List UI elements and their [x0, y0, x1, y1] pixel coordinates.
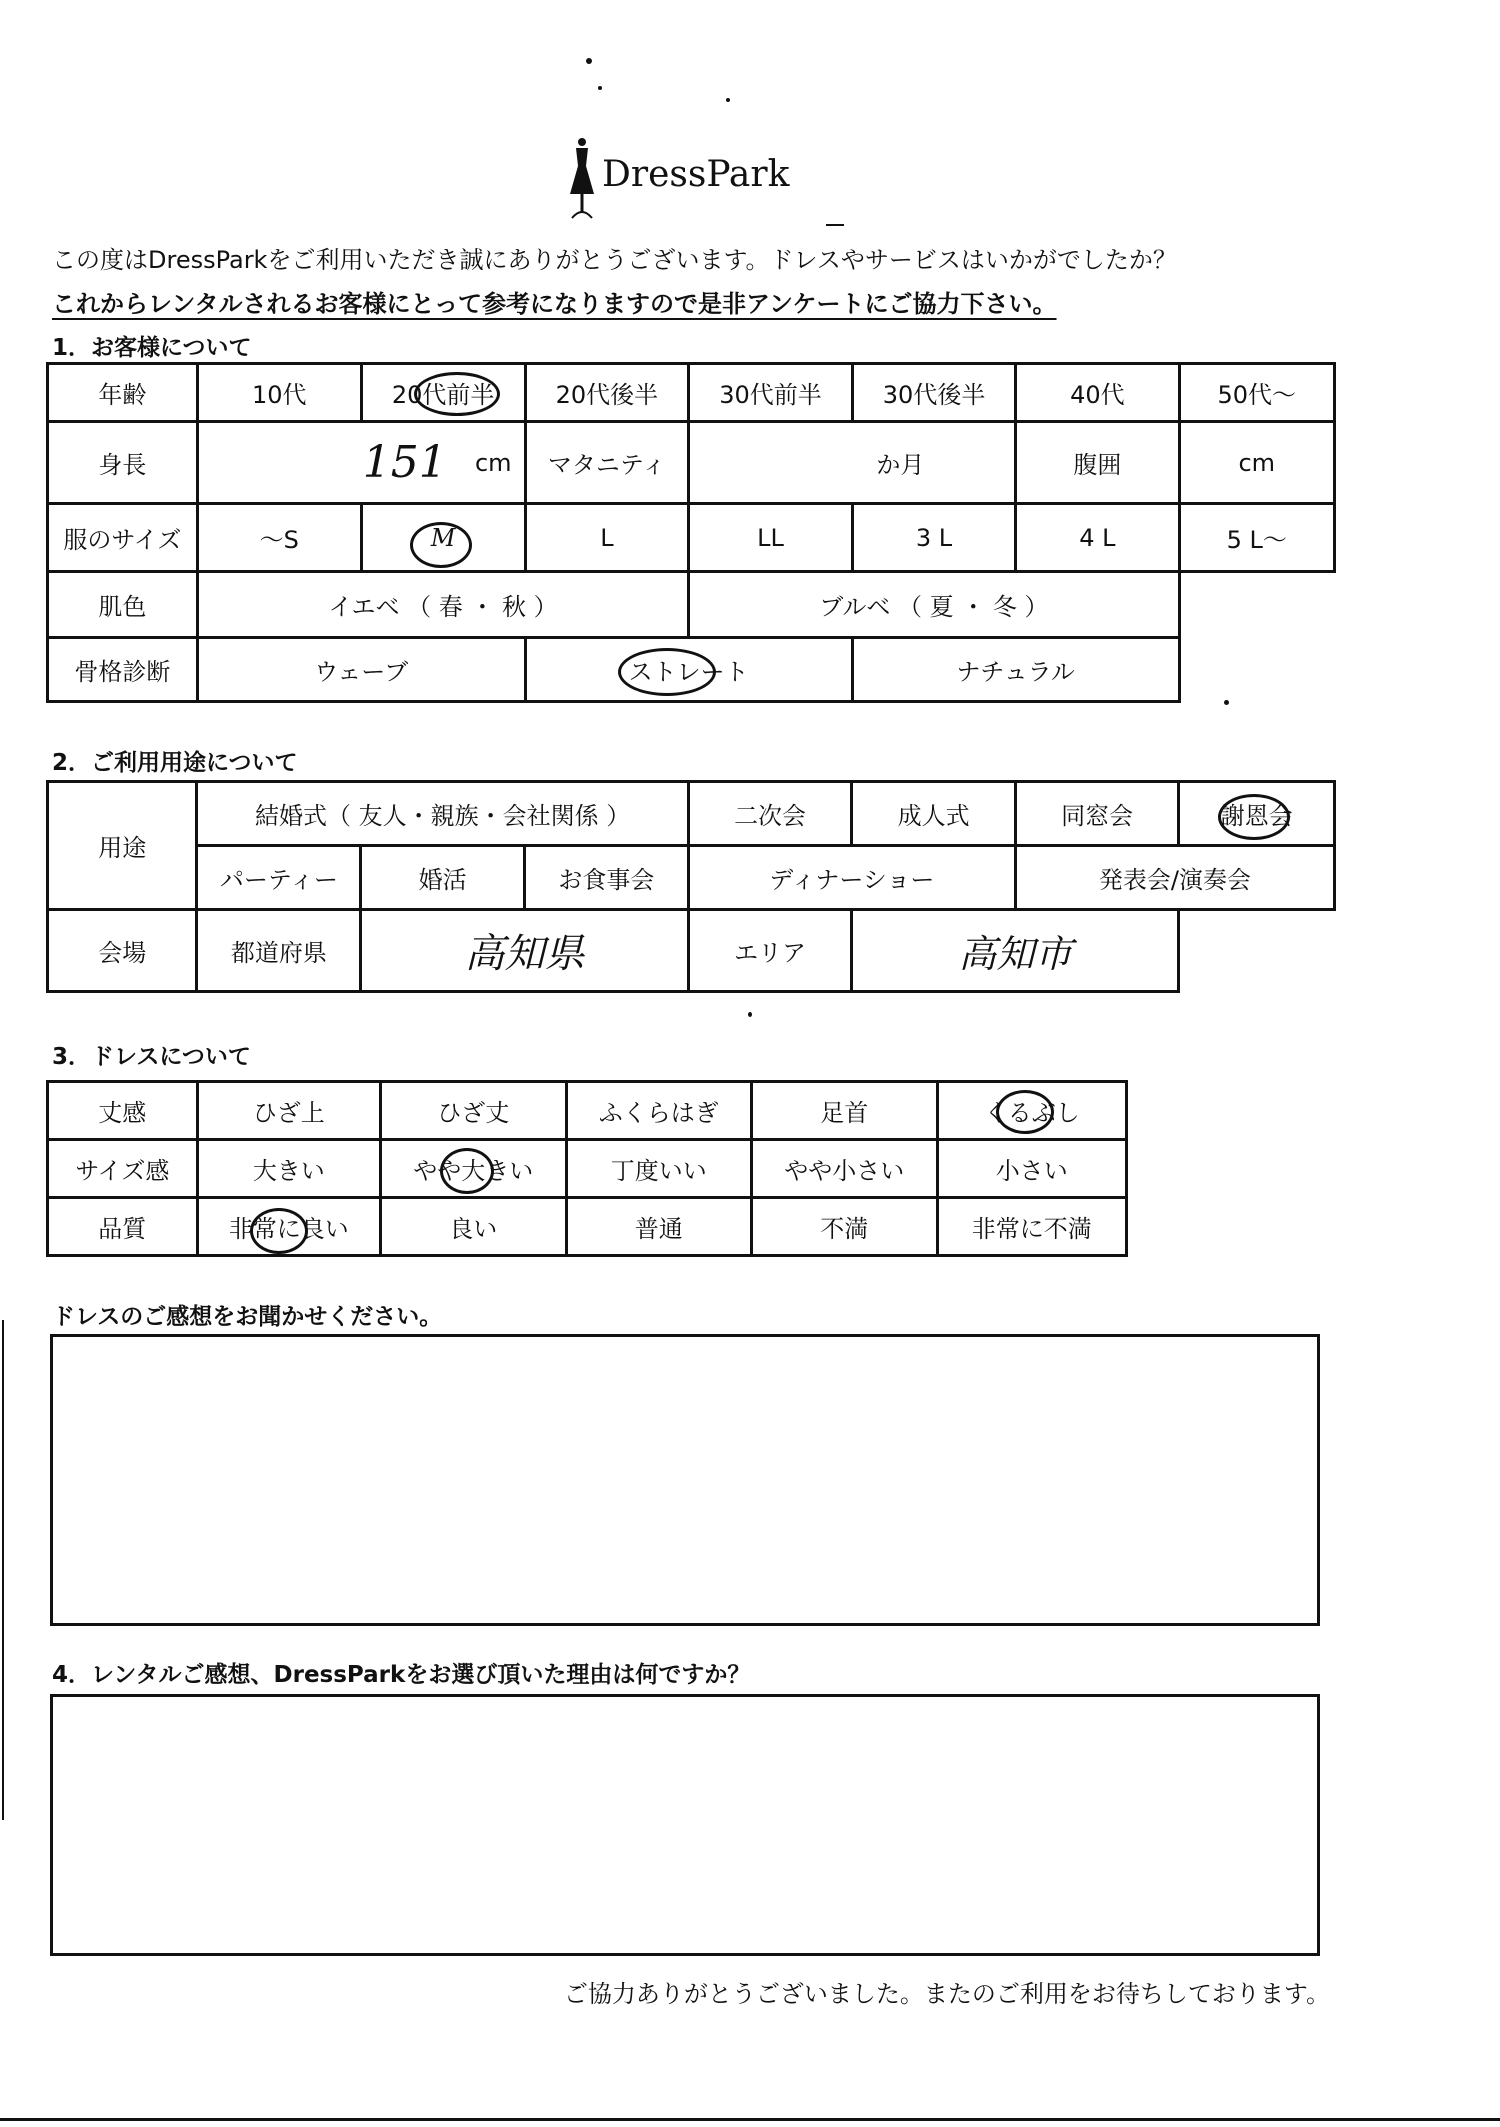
dress-comment-box[interactable] — [50, 1334, 1320, 1626]
height-unit: cm — [474, 448, 512, 477]
length-option-knee[interactable]: ひざ丈 — [381, 1082, 566, 1140]
intro-line-1: この度はDressParkをご利用いただき誠にありがとうございます。ドレスやサービスはいかがでしたか？ — [52, 246, 1177, 274]
usage-selection-mark — [1218, 794, 1290, 840]
venue-empty-cell — [1179, 910, 1335, 992]
scan-speck — [1224, 700, 1229, 705]
area-value: 高知市 — [958, 932, 1073, 976]
usage-option-recital[interactable]: 発表会/演奏会 — [1015, 846, 1334, 910]
quality-option-average[interactable]: 普通 — [566, 1198, 751, 1256]
size-option-4l[interactable]: 4 L — [1016, 504, 1179, 572]
frame-option-natural[interactable]: ナチュラル — [852, 638, 1179, 702]
usage-table — [46, 780, 1336, 993]
size-option-3l[interactable]: 3 L — [852, 504, 1016, 572]
maternity-field[interactable] — [689, 422, 1016, 504]
scan-mark — [826, 224, 844, 226]
usage-option-thank-you-party[interactable]: 謝恩会 — [1179, 782, 1335, 846]
size-option-l[interactable]: L — [525, 504, 689, 572]
scan-speck — [726, 98, 730, 102]
scan-speck — [586, 58, 592, 64]
frame-option-straight[interactable]: ストレート — [525, 638, 852, 702]
age-option-late-30s[interactable]: 30代後半 — [852, 364, 1016, 422]
fit-selection-mark — [440, 1148, 494, 1194]
usage-option-reunion[interactable]: 同窓会 — [1015, 782, 1179, 846]
rental-comment-box[interactable] — [50, 1694, 1320, 1956]
usage-label: 用途 — [48, 782, 197, 910]
intro-line-2: これからレンタルされるお客様にとって参考になりますので是非アンケートにご協力下さい。 — [52, 290, 1057, 318]
waist-unit: cm — [1238, 448, 1276, 477]
area-label: エリア — [688, 910, 852, 992]
length-option-anklebone[interactable]: くるぶし — [937, 1082, 1126, 1140]
skin-option-blue-base[interactable]: ブルベ （ 夏 ・ 冬 ） — [689, 572, 1179, 638]
fit-label: サイズ感 — [48, 1140, 198, 1198]
age-option-early-20s[interactable]: 20代前半 — [361, 364, 525, 422]
scan-speck — [598, 86, 602, 90]
age-selection-mark — [414, 372, 500, 416]
usage-option-dinner[interactable]: お食事会 — [524, 846, 688, 910]
dress-icon — [562, 132, 602, 222]
usage-option-wedding[interactable]: 結婚式（ 友人・親族・会社関係 ） — [197, 782, 688, 846]
maternity-unit: か月 — [876, 451, 925, 479]
section-3-title: 3．ドレスについて — [52, 1044, 251, 1070]
age-label: 年齢 — [48, 364, 198, 422]
dress-table — [46, 1080, 1128, 1257]
fit-option-slightly-large[interactable]: やや大きい — [381, 1140, 566, 1198]
venue-label: 会場 — [48, 910, 197, 992]
maternity-label: マタニティ — [525, 422, 689, 504]
age-option-early-30s[interactable]: 30代前半 — [689, 364, 853, 422]
height-label: 身長 — [48, 422, 198, 504]
quality-option-good[interactable]: 良い — [381, 1198, 566, 1256]
size-label: 服のサイズ — [48, 504, 198, 572]
frame-empty-cell — [1179, 638, 1334, 702]
quality-selection-mark — [250, 1208, 308, 1254]
height-field[interactable] — [197, 422, 525, 504]
size-option-ll[interactable]: LL — [689, 504, 853, 572]
scan-edge-bottom — [0, 2118, 1500, 2121]
size-option-m[interactable]: M — [361, 504, 525, 572]
length-option-ankle[interactable]: 足首 — [752, 1082, 937, 1140]
age-option-10s[interactable]: 10代 — [197, 364, 361, 422]
quality-option-very-good[interactable]: 非常に良い — [197, 1198, 381, 1256]
age-option-40s[interactable]: 40代 — [1016, 364, 1179, 422]
frame-label: 骨格診断 — [48, 638, 198, 702]
footer-thanks: ご協力ありがとうございました。またのご利用をお待ちしております。 — [563, 1980, 1330, 2008]
section-2-title: 2．ご利用用途について — [52, 750, 298, 776]
dress-comment-prompt: ドレスのご感想をお聞かせください。 — [52, 1304, 443, 1330]
prefecture-label: 都道府県 — [197, 910, 361, 992]
length-label: 丈感 — [48, 1082, 198, 1140]
fit-option-just-right[interactable]: 丁度いい — [566, 1140, 751, 1198]
frame-option-wave[interactable]: ウェーブ — [197, 638, 525, 702]
brand-logo — [562, 132, 802, 222]
usage-option-dinner-show[interactable]: ディナーショー — [688, 846, 1015, 910]
fit-option-large[interactable]: 大きい — [197, 1140, 381, 1198]
skin-empty-cell — [1179, 572, 1334, 638]
usage-option-party[interactable]: パーティー — [197, 846, 361, 910]
length-option-above-knee[interactable]: ひざ上 — [197, 1082, 381, 1140]
size-option-s[interactable]: 〜S — [197, 504, 361, 572]
length-option-calf[interactable]: ふくらはぎ — [566, 1082, 751, 1140]
frame-selection-mark — [618, 648, 716, 696]
age-option-50s-plus[interactable]: 50代〜 — [1179, 364, 1334, 422]
brand-name: DressPark — [602, 154, 790, 195]
scan-speck — [748, 1012, 752, 1017]
length-selection-mark — [996, 1090, 1054, 1134]
area-field[interactable] — [852, 910, 1179, 992]
usage-option-konkatsu[interactable]: 婚活 — [361, 846, 525, 910]
waist-field[interactable] — [1179, 422, 1334, 504]
fit-option-small[interactable]: 小さい — [937, 1140, 1126, 1198]
section-1-title: 1．お客様について — [52, 335, 252, 361]
fit-option-slightly-small[interactable]: やや小さい — [752, 1140, 937, 1198]
waist-label: 腹囲 — [1016, 422, 1179, 504]
skin-option-yellow-base[interactable]: イエベ （ 春 ・ 秋 ） — [197, 572, 688, 638]
age-option-late-20s[interactable]: 20代後半 — [525, 364, 689, 422]
usage-option-coming-of-age[interactable]: 成人式 — [852, 782, 1016, 846]
question-4-prompt: 4．レンタルご感想、DressParkをお選び頂いた理由は何ですか？ — [52, 1662, 751, 1688]
quality-option-unsatisfied[interactable]: 不満 — [752, 1198, 937, 1256]
prefecture-field[interactable] — [361, 910, 688, 992]
prefecture-value: 高知県 — [464, 931, 585, 977]
height-value: 151 — [362, 437, 447, 488]
quality-option-very-unsatisfied[interactable]: 非常に不満 — [937, 1198, 1126, 1256]
quality-label: 品質 — [48, 1198, 198, 1256]
scan-edge-left — [2, 1320, 4, 1820]
usage-option-afterparty[interactable]: 二次会 — [688, 782, 852, 846]
skin-label: 肌色 — [48, 572, 198, 638]
size-selection-mark — [410, 522, 472, 568]
size-option-5l[interactable]: 5 L〜 — [1179, 504, 1334, 572]
